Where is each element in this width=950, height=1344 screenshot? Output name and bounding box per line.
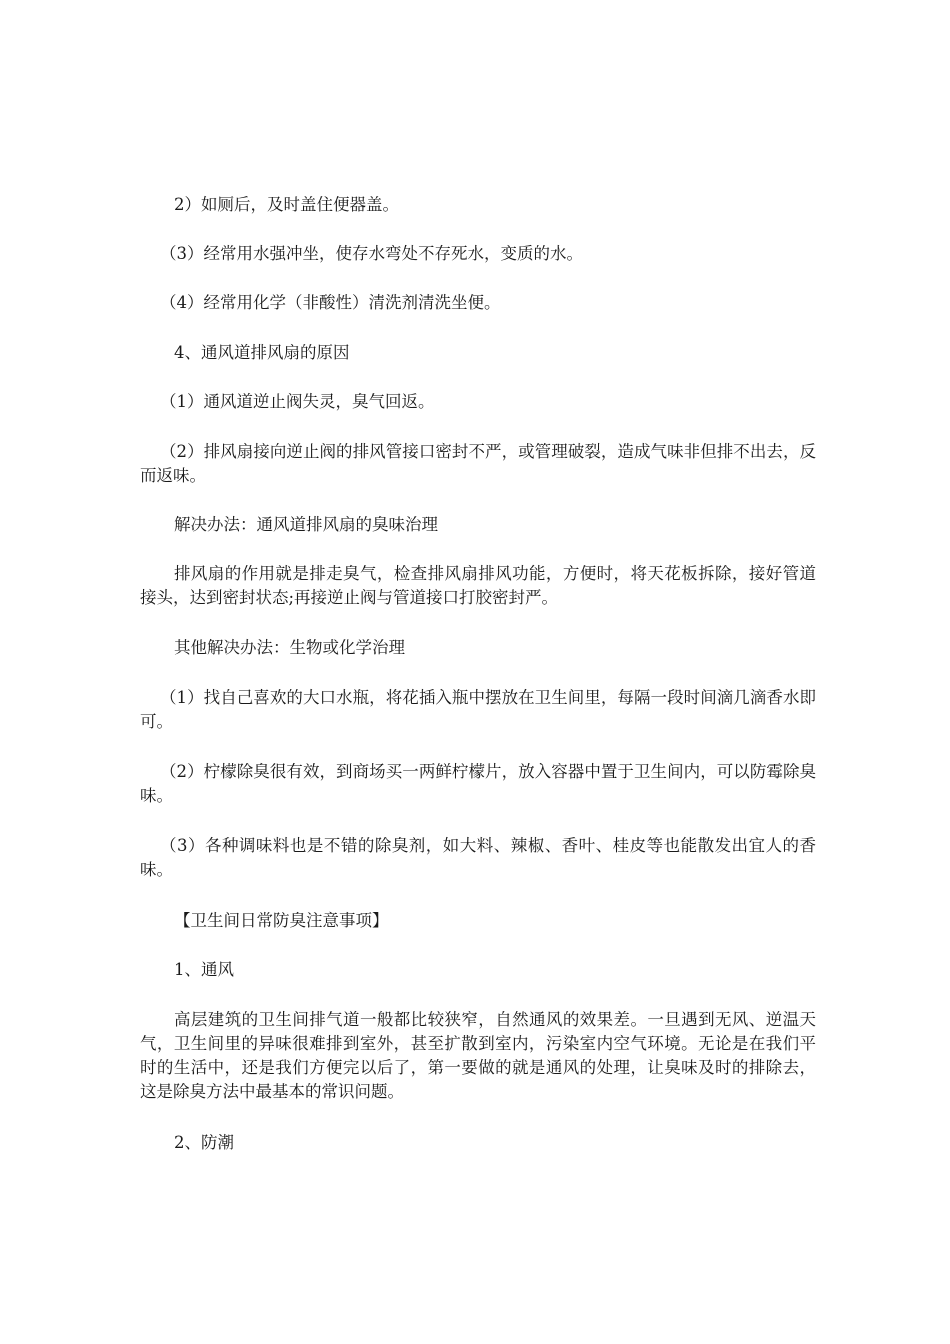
paragraph-11: （2）柠檬除臭很有效，到商场买一两鲜柠檬片，放入容器中置于卫生间内，可以防霉除臭味。 xyxy=(140,762,816,805)
paragraph-8: 排风扇的作用就是排走臭气，检查排风扇排风功能，方便时，将天花板拆除，接好管道接头，达到密封状态;再接逆止阀与管道接口打胶密封严。 xyxy=(140,564,816,607)
paragraph-4-heading: 4、通风道排风扇的原因 xyxy=(174,343,350,362)
paragraph-5: （1）通风道逆止阀失灵，臭气回返。 xyxy=(160,392,435,411)
paragraph-ventilation-heading: 1、通风 xyxy=(174,960,234,979)
paragraph-9-other-solutions: 其他解决办法：生物或化学治理 xyxy=(174,638,405,657)
paragraph-2: （3）经常用水强冲坐，使存水弯处不存死水，变质的水。 xyxy=(160,244,583,263)
paragraph-6: （2）排风扇接向逆止阀的排风管接口密封不严，或管理破裂，造成气味非但排不出去，反而返味。 xyxy=(140,442,816,485)
paragraph-7-solution: 解决办法：通风道排风扇的臭味治理 xyxy=(174,515,438,534)
paragraph-3: （4）经常用化学（非酸性）清洗剂清洗坐便。 xyxy=(160,293,501,312)
paragraph-1: 2）如厕后，及时盖住便器盖。 xyxy=(174,195,399,214)
section-heading-daily-tips: 【卫生间日常防臭注意事项】 xyxy=(174,911,389,930)
paragraph-ventilation-body: 高层建筑的卫生间排气道一般都比较狭窄，自然通风的效果差。一旦遇到无风、逆温天气，卫生间里的异味很难排到室外，甚至扩散到室内，污染室内空气环境。无论是在我们平时的生活中，还是我们方便完以后了，第一要做的就是通风的处理，让臭味及时的排除去，这是除臭方法中最基本的常识问题。 xyxy=(140,1010,816,1101)
paragraph-10: （1）找自己喜欢的大口水瓶，将花插入瓶中摆放在卫生间里，每隔一段时间滴几滴香水即可。 xyxy=(140,688,816,731)
paragraph-12: （3）各种调味料也是不错的除臭剂，如大料、辣椒、香叶、桂皮等也能散发出宜人的香味。 xyxy=(140,836,816,879)
paragraph-moisture-heading: 2、防潮 xyxy=(174,1133,234,1152)
